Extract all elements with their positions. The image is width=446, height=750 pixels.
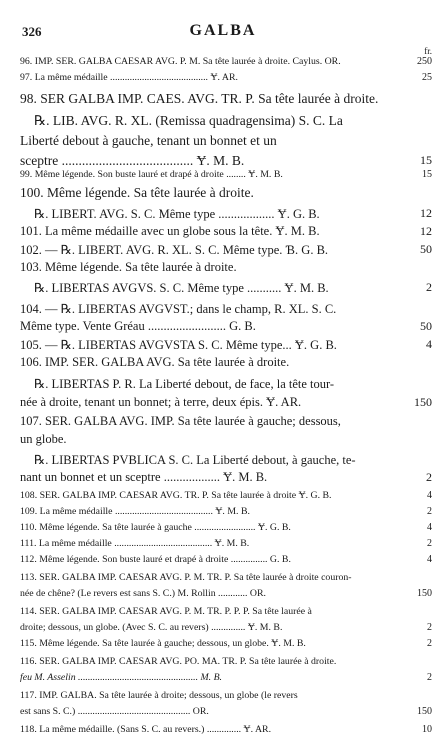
catalog-line: 96. IMP. SER. GALBA CAESAR AVG. P. M. Sa tête laurée à droite. Caylus. OR.: [20, 56, 341, 67]
catalog-line: 105. — ℞. LIBERTAS AVGVSTA S. C. Même type... Ɏ. G. B.: [20, 338, 337, 352]
catalog-line: 112. Même légende. Son buste lauré et drapé à droite ............... G. B.: [20, 554, 291, 565]
price-value: 12: [420, 206, 432, 220]
price-value: 10: [422, 724, 432, 735]
catalog-line: 109. La même médaille ........................................ Ɏ. M. B.: [20, 506, 250, 517]
catalog-line: nant un bonnet et un sceptre .................. Ɏ. M. B.: [20, 470, 268, 484]
catalog-line: 102. — ℞. LIBERT. AVG. R. XL. S. C. Même type. Ɓ. G. B.: [20, 243, 329, 257]
price-value: 4: [427, 554, 432, 565]
price-value: 4: [427, 522, 432, 533]
price-value: 15: [420, 153, 432, 167]
price-value: 4: [427, 490, 432, 501]
catalog-line: 107. SER. GALBA AVG. IMP. Sa tête laurée à gauche; dessous,: [20, 414, 341, 428]
catalog-line: née à droite, tenant un bonnet; à terre, deux épis. Ɏ. AR.: [20, 395, 302, 409]
catalog-line: 114. SER. GALBA IMP. CAESAR AVG. P. M. TR. P. P. P. Sa tête laurée à: [20, 606, 312, 617]
catalog-line: ℞. LIBERT. AVG. S. C. Même type .................. Ɏ. G. B.: [34, 207, 320, 221]
price-value: 15: [422, 169, 432, 180]
catalog-line: 106. IMP. SER. GALBA AVG. Sa tête laurée à droite.: [20, 355, 290, 369]
catalog-line: 116. SER. GALBA IMP. CAESAR AVG. PO. MA. TR. P. Sa tête laurée à droite.: [20, 656, 337, 667]
catalog-line: née de chêne? (Le revers est sans S. C.) M. Rollin ............ OR.: [20, 588, 266, 599]
catalog-line: 111. La même médaille ........................................ Ɏ. M. B.: [20, 538, 250, 549]
price-value: 2: [427, 622, 432, 633]
page-title: GALBA: [189, 22, 257, 39]
catalog-line: 104. — ℞. LIBERTAS AVGVST.; dans le champ, R. XL. S. C.: [20, 302, 337, 316]
price-value: 50: [420, 242, 432, 256]
catalog-line: 99. Même légende. Son buste lauré et drapé à droite ........ Ɏ. M. B.: [20, 169, 283, 180]
price-value: 2: [426, 470, 432, 484]
catalog-line: ℞. LIB. AVG. R. XL. (Remissa quadragensima) S. C. La: [34, 113, 343, 128]
catalog-line: Liberté debout à gauche, tenant un bonnet et un: [20, 133, 277, 148]
catalog-line: un globe.: [20, 432, 67, 446]
catalog-line: 97. La même médaille ........................................ Ɏ. AR.: [20, 72, 238, 83]
catalog-line: 118. La même médaille. (Sans S. C. au revers.) .............. Ɏ. AR.: [20, 724, 272, 735]
price-value: 150: [417, 588, 432, 599]
catalog-line: feu M. Asselin ................................................. M. B.: [20, 672, 223, 683]
catalog-line: 101. La même médaille avec un globe sous la tête. Ɏ. M. B.: [20, 224, 320, 238]
price-value: 2: [427, 506, 432, 517]
catalog-line: ℞. LIBERTAS P. R. La Liberté debout, de face, la tête tour-: [34, 377, 335, 391]
price-value: 150: [414, 395, 432, 409]
catalog-line: 108. SER. GALBA IMP. CAESAR AVG. TR. P. Sa tête laurée à droite Ɏ. G. B.: [20, 490, 332, 501]
price-value: 25: [422, 72, 432, 83]
catalog-line: ℞. LIBERTAS AVGVS. S. C. Même type ........... Ɏ. M. B.: [34, 281, 329, 295]
price-value: 2: [427, 638, 432, 649]
catalog-line: 117. IMP. GALBA. Sa tête laurée à droite; dessous, un globe (le revers: [20, 690, 298, 701]
catalog-line: Même type. Vente Gréau ......................... G. B.: [20, 319, 256, 333]
price-value: 12: [420, 224, 432, 238]
page-number: 326: [22, 24, 42, 39]
price-value: 2: [426, 280, 432, 294]
catalog-line: ℞. LIBERTAS PVBLICA S. C. La Liberté debout, à gauche, te-: [34, 453, 356, 467]
price-column-label: fr.: [424, 46, 432, 56]
catalog-line: 115. Même légende. Sa tête laurée à gauche; dessous, un globe. Ɏ. M. B.: [20, 638, 306, 649]
catalog-line: 110. Même légende. Sa tête laurée à gauche ......................... Ɏ. G. B.: [20, 522, 291, 533]
catalog-line: 103. Même légende. Sa tête laurée à droite.: [20, 260, 237, 274]
catalog-line: sceptre ....................................... Ɏ. M. B.: [20, 153, 245, 168]
price-value: 2: [427, 538, 432, 549]
price-value: 4: [426, 337, 432, 351]
price-value: 150: [417, 706, 432, 717]
price-value: 250: [417, 56, 432, 67]
price-value: 50: [420, 319, 432, 333]
catalog-line: 98. SER GALBA IMP. CAES. AVG. TR. P. Sa tête laurée à droite.: [20, 91, 379, 106]
price-value: 2: [427, 672, 432, 683]
catalog-line: est sans S. C.) .............................................. OR.: [20, 706, 209, 717]
catalog-line: droite; dessous, un globe. (Avec S. C. au revers) .............. Ɏ. M. B.: [20, 622, 283, 633]
catalog-line: 100. Même légende. Sa tête laurée à droite.: [20, 185, 254, 200]
catalog-line: 113. SER. GALBA IMP. CAESAR AVG. P. M. TR. P. Sa tête laurée à droite couron-: [20, 572, 352, 583]
